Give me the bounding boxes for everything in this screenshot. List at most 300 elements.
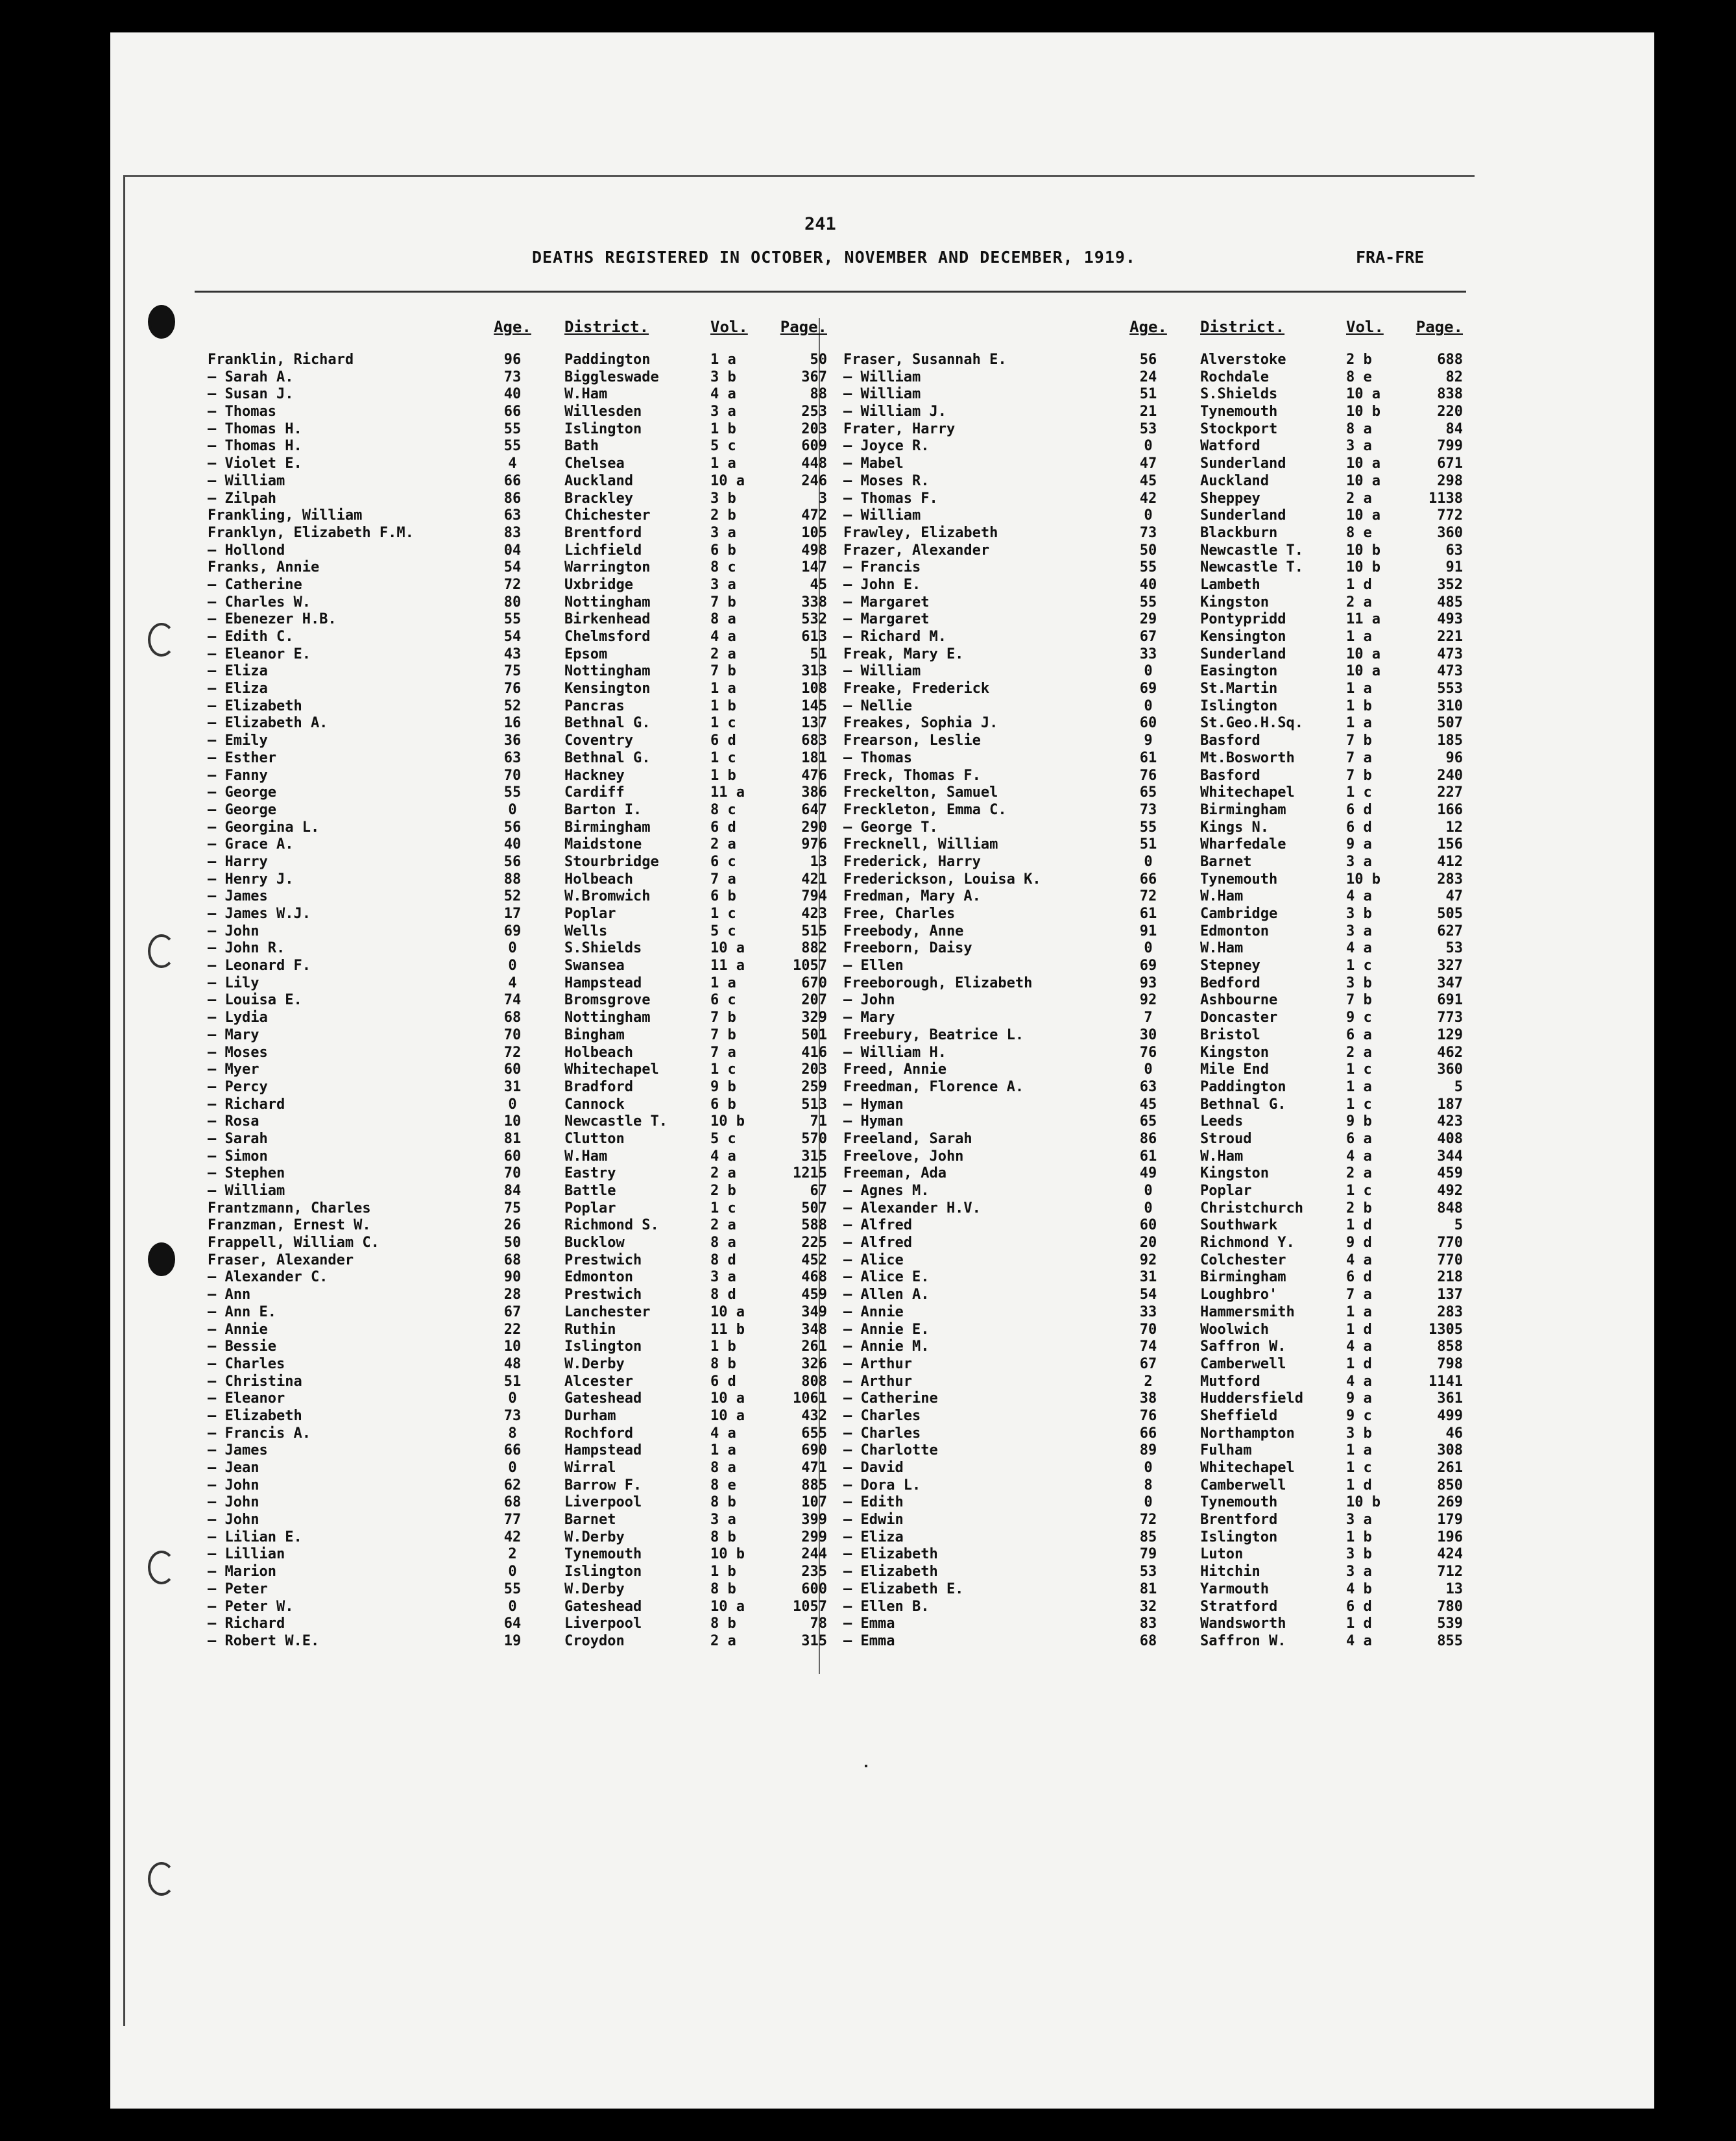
entry-district: Chelmsford — [564, 629, 651, 645]
entry-name: — Stephen — [208, 1165, 285, 1182]
entry-district: Islington — [1200, 697, 1278, 714]
entry-page: 613 — [801, 629, 827, 645]
heading-rule — [195, 291, 1466, 293]
table-row — [208, 1061, 827, 1079]
entry-district: Brackley — [564, 490, 633, 507]
entry-volume: 1 b — [1346, 697, 1372, 714]
entry-volume: 9 d — [1346, 1235, 1372, 1252]
entry-volume: 6 d — [710, 1373, 736, 1390]
entry-volume: 1 a — [1346, 715, 1372, 732]
entry-volume: 1 b — [1346, 1529, 1372, 1545]
entry-district: Battle — [564, 1183, 616, 1199]
entry-volume: 8 e — [1346, 524, 1372, 541]
entry-page: 108 — [801, 681, 827, 697]
entry-name: — Agnes M. — [843, 1183, 930, 1199]
entry-page: 12 — [1445, 819, 1463, 836]
entry-district: Mile End — [1200, 1061, 1269, 1078]
table-row — [843, 1408, 1463, 1425]
entry-page: 349 — [801, 1303, 827, 1320]
table-row — [208, 698, 827, 716]
entry-volume: 2 b — [710, 1183, 736, 1199]
entry-age: 43 — [503, 646, 522, 662]
entry-page: 50 — [810, 352, 827, 368]
entry-age: 70 — [503, 767, 522, 784]
entry-name: — Elizabeth — [843, 1564, 938, 1580]
entry-name: — John — [208, 1477, 259, 1494]
left-column — [208, 318, 827, 1651]
table-row — [208, 473, 827, 490]
entry-volume: 7 a — [1346, 1287, 1372, 1303]
entry-page: 187 — [1437, 1096, 1463, 1113]
entry-district: Prestwich — [564, 1252, 642, 1268]
table-row — [843, 784, 1463, 802]
entry-name: Fraser, Alexander — [208, 1252, 354, 1268]
entry-name: — Lilian E. — [208, 1529, 302, 1545]
column-headers — [843, 318, 1463, 352]
vol-header: Vol. — [1346, 318, 1384, 336]
entry-district: Bristol — [1200, 1026, 1260, 1043]
table-row — [208, 888, 827, 906]
entry-page: 348 — [801, 1321, 827, 1338]
entry-district: Barton I. — [564, 801, 642, 818]
entry-volume: 4 a — [710, 629, 736, 645]
entry-district: Paddington — [564, 352, 651, 368]
table-row — [843, 1113, 1463, 1131]
entry-district: Bedford — [1200, 974, 1260, 991]
table-row — [843, 473, 1463, 490]
table-row — [843, 1027, 1463, 1045]
entry-volume: 1 a — [1346, 629, 1372, 645]
entry-name: — Georgina L. — [208, 819, 320, 836]
entry-page: 647 — [801, 801, 827, 818]
entry-age: 0 — [1144, 1460, 1153, 1476]
entry-name: — Charlotte — [843, 1442, 938, 1459]
table-row — [843, 750, 1463, 768]
table-row — [843, 1096, 1463, 1114]
entry-district: Wells — [564, 923, 608, 939]
entry-name: — Alice E. — [843, 1269, 930, 1286]
entry-district: Tynemouth — [1200, 404, 1278, 420]
entry-page: 609 — [801, 438, 827, 455]
entry-name: — Richard — [208, 1096, 285, 1113]
entry-name: Freeborough, Elizabeth — [843, 974, 1033, 991]
table-row — [208, 836, 827, 854]
entry-page: 770 — [1437, 1252, 1463, 1268]
entry-district: Whitechapel — [564, 1061, 659, 1078]
entry-district: Hampstead — [564, 1442, 642, 1459]
entry-name: Franks, Annie — [208, 559, 320, 576]
entry-volume: 3 b — [710, 490, 736, 507]
entry-age: 40 — [503, 386, 522, 403]
entry-age: 61 — [1139, 906, 1157, 922]
entry-volume: 1 c — [1346, 784, 1372, 801]
entry-age: 73 — [1139, 801, 1157, 818]
entry-age: 33 — [1139, 646, 1157, 662]
entry-name: — Alice — [843, 1252, 904, 1268]
entry-district: Bucklow — [564, 1235, 625, 1252]
table-row — [843, 1633, 1463, 1651]
entry-age: 38 — [1139, 1390, 1157, 1407]
entry-age: 7 — [1144, 1010, 1153, 1026]
entry-volume: 3 b — [1346, 1546, 1372, 1563]
table-row — [208, 940, 827, 958]
entry-district: Leeds — [1200, 1113, 1244, 1130]
entry-volume: 5 c — [710, 438, 736, 455]
entry-name: — John E. — [843, 576, 921, 593]
entry-age: 33 — [1139, 1303, 1157, 1320]
entry-name: Freeborn, Daisy — [843, 940, 972, 957]
entry-district: Rochford — [564, 1425, 633, 1442]
index-range: FRA-FRE — [1356, 248, 1425, 267]
entry-page: 850 — [1437, 1477, 1463, 1494]
entry-page: 225 — [801, 1235, 827, 1252]
entry-page: 798 — [1437, 1355, 1463, 1372]
entry-district: Mt.Bosworth — [1200, 749, 1295, 766]
entry-page: 246 — [801, 472, 827, 489]
entry-volume: 2 b — [1346, 1200, 1372, 1216]
entry-volume: 10 b — [1346, 871, 1380, 888]
entry-district: Cambridge — [1200, 906, 1278, 922]
entry-age: 54 — [503, 559, 522, 576]
entry-district: Islington — [564, 1338, 642, 1355]
entry-name: Freck, Thomas F. — [843, 767, 981, 784]
entry-page: 313 — [801, 663, 827, 680]
entry-age: 47 — [1139, 455, 1157, 472]
entry-page: 1057 — [793, 958, 827, 974]
entry-volume: 7 b — [1346, 992, 1372, 1009]
table-row — [843, 490, 1463, 508]
entry-name: — Thomas — [208, 404, 276, 420]
entry-volume: 10 b — [710, 1113, 745, 1130]
table-row — [843, 404, 1463, 421]
entry-age: 83 — [1139, 1615, 1157, 1632]
entry-volume: 1 a — [710, 1442, 736, 1459]
table-row — [843, 836, 1463, 854]
entry-page: 780 — [1437, 1598, 1463, 1615]
entry-name: — David — [843, 1460, 904, 1476]
entry-page: 468 — [801, 1269, 827, 1286]
entry-district: Auckland — [1200, 472, 1269, 489]
table-row — [843, 1148, 1463, 1166]
entry-volume: 9 a — [1346, 1390, 1372, 1407]
table-row — [208, 1425, 827, 1443]
entry-volume: 3 a — [710, 524, 736, 541]
entry-page: 882 — [801, 940, 827, 957]
entry-district: Brentford — [564, 524, 642, 541]
entry-page: 207 — [801, 992, 827, 1009]
entry-name: — Myer — [208, 1061, 259, 1078]
entry-age: 45 — [1139, 1096, 1157, 1113]
entry-volume: 10 b — [1346, 404, 1380, 420]
punch-hole — [148, 1242, 175, 1276]
entry-page: 773 — [1437, 1010, 1463, 1026]
table-row — [208, 559, 827, 577]
entry-age: 73 — [1139, 524, 1157, 541]
entry-volume: 10 b — [1346, 542, 1380, 559]
column-headers — [208, 318, 827, 352]
table-row — [843, 819, 1463, 837]
table-row — [843, 1356, 1463, 1373]
entry-age: 0 — [1144, 1200, 1153, 1216]
entry-page: 253 — [801, 404, 827, 420]
entry-district: Bradford — [564, 1078, 633, 1095]
entry-name: — Elizabeth — [208, 697, 302, 714]
entry-name: — William — [843, 386, 921, 403]
entry-volume: 1 c — [1346, 958, 1372, 974]
entry-page: 283 — [1437, 871, 1463, 888]
entry-name: — Charles — [208, 1355, 285, 1372]
entry-volume: 10 b — [710, 1546, 745, 1563]
entry-volume: 4 a — [1346, 1252, 1372, 1268]
entry-name: — Eliza — [208, 663, 268, 680]
table-row — [843, 1131, 1463, 1148]
entry-page: 459 — [801, 1287, 827, 1303]
entry-district: Poplar — [564, 906, 616, 922]
entry-age: 54 — [1139, 1287, 1157, 1303]
entry-volume: 10 a — [1346, 663, 1380, 680]
entry-volume: 9 b — [1346, 1113, 1372, 1130]
entry-age: 60 — [1139, 1217, 1157, 1234]
table-row — [208, 1322, 827, 1339]
entry-name: — Violet E. — [208, 455, 302, 472]
entry-page: 838 — [1437, 386, 1463, 403]
entry-district: Bethnal G. — [564, 749, 651, 766]
entry-volume: 1 c — [710, 749, 736, 766]
table-row — [843, 1599, 1463, 1616]
entry-district: Pontypridd — [1200, 611, 1286, 628]
entry-page: 976 — [801, 836, 827, 853]
entry-name: — Dora L. — [843, 1477, 921, 1494]
entry-age: 52 — [503, 888, 522, 905]
entry-volume: 1 c — [1346, 1183, 1372, 1199]
table-row — [843, 1477, 1463, 1495]
entry-district: Birmingham — [564, 819, 651, 836]
entry-age: 48 — [503, 1355, 522, 1372]
entry-district: Coventry — [564, 732, 633, 749]
entry-volume: 3 a — [710, 404, 736, 420]
entry-district: Sunderland — [1200, 507, 1286, 524]
entry-volume: 3 b — [1346, 1425, 1372, 1442]
table-row — [843, 698, 1463, 716]
table-row — [843, 681, 1463, 698]
entry-age: 70 — [503, 1165, 522, 1182]
table-row — [208, 1217, 827, 1235]
entry-age: 60 — [503, 1061, 522, 1078]
table-row — [208, 1512, 827, 1529]
entry-district: Wandsworth — [1200, 1615, 1286, 1632]
entry-name: — Lillian — [208, 1546, 285, 1563]
table-row — [843, 386, 1463, 404]
entry-name: — Susan J. — [208, 386, 294, 403]
entry-age: 81 — [1139, 1580, 1157, 1597]
entry-page: 690 — [801, 1442, 827, 1459]
entry-district: S.Shields — [1200, 386, 1278, 403]
entry-volume: 11 b — [710, 1321, 745, 1338]
table-row — [208, 1010, 827, 1027]
entry-district: Alverstoke — [1200, 352, 1286, 368]
table-row — [843, 1425, 1463, 1443]
entry-name: — John — [208, 1494, 259, 1511]
entry-volume: 1 b — [710, 697, 736, 714]
entry-district: Chelsea — [564, 455, 625, 472]
entry-page: 338 — [801, 594, 827, 611]
entry-district: W.Ham — [1200, 1148, 1244, 1165]
entry-volume: 10 b — [1346, 559, 1380, 576]
entry-age: 54 — [503, 629, 522, 645]
entry-age: 42 — [1139, 490, 1157, 507]
entry-volume: 7 b — [710, 1010, 736, 1026]
entry-volume: 8 b — [710, 1580, 736, 1597]
entry-district: Newcastle T. — [1200, 542, 1303, 559]
table-row — [208, 1442, 827, 1460]
entry-page: 88 — [810, 386, 827, 403]
entry-age: 66 — [1139, 1425, 1157, 1442]
entry-volume: 10 a — [1346, 386, 1380, 403]
table-row — [843, 1304, 1463, 1322]
entry-district: Watford — [1200, 438, 1260, 455]
entry-volume: 1 a — [1346, 1303, 1372, 1320]
entry-name: — Eliza — [843, 1529, 904, 1545]
entry-name: — Annie — [843, 1303, 904, 1320]
entry-volume: 7 b — [1346, 767, 1372, 784]
table-row — [208, 871, 827, 889]
entry-age: 31 — [1139, 1269, 1157, 1286]
entry-name: — Charles — [843, 1407, 921, 1424]
entry-age: 77 — [503, 1512, 522, 1529]
entry-page: 47 — [1445, 888, 1463, 905]
entry-volume: 1 b — [710, 767, 736, 784]
entry-name: Frazer, Alexander — [843, 542, 990, 559]
entry-name: — Ann — [208, 1287, 251, 1303]
entry-page: 501 — [801, 1026, 827, 1043]
entry-volume: 8 a — [1346, 420, 1372, 437]
entry-volume: 6 d — [1346, 819, 1372, 836]
entry-age: 56 — [503, 853, 522, 870]
entry-age: 80 — [503, 594, 522, 611]
entry-age: 19 — [503, 1632, 522, 1649]
entry-district: Sheppey — [1200, 490, 1260, 507]
table-row — [843, 1235, 1463, 1252]
entry-volume: 6 d — [1346, 801, 1372, 818]
entry-page: 259 — [801, 1078, 827, 1095]
entry-district: Richmond Y. — [1200, 1235, 1295, 1252]
entry-district: Hackney — [564, 767, 625, 784]
entry-age: 16 — [503, 715, 522, 732]
entry-page: 858 — [1437, 1338, 1463, 1355]
entry-age: 55 — [503, 784, 522, 801]
entry-district: Blackburn — [1200, 524, 1278, 541]
entry-age: 40 — [1139, 576, 1157, 593]
entry-district: Lanchester — [564, 1303, 651, 1320]
entry-name: — Charles — [843, 1425, 921, 1442]
entry-district: Stourbridge — [564, 853, 659, 870]
entry-name: — Annie M. — [843, 1338, 930, 1355]
entry-age: 62 — [503, 1477, 522, 1494]
entry-volume: 8 c — [710, 801, 736, 818]
page-heading: DEATHS REGISTERED IN OCTOBER, NOVEMBER AND DECEMBER, 1919. — [532, 248, 1136, 267]
entry-page: 244 — [801, 1546, 827, 1563]
entry-name: — John — [208, 1512, 259, 1529]
entry-page: 5 — [1454, 1078, 1463, 1095]
entry-page: 181 — [801, 749, 827, 766]
entry-name: — Emily — [208, 732, 268, 749]
table-row — [843, 663, 1463, 681]
table-row — [208, 1235, 827, 1252]
entry-age: 26 — [503, 1217, 522, 1234]
entry-name: — Catherine — [843, 1390, 938, 1407]
entry-name: Frankling, William — [208, 507, 363, 524]
table-row — [208, 352, 827, 369]
entry-volume: 2 a — [1346, 1044, 1372, 1061]
entry-age: 68 — [503, 1252, 522, 1268]
entry-name: — Lily — [208, 974, 259, 991]
entry-name: Freebury, Beatrice L. — [843, 1026, 1024, 1043]
table-row — [843, 1529, 1463, 1547]
entry-page: 261 — [801, 1338, 827, 1355]
table-row — [208, 577, 827, 594]
entry-name: — Sarah — [208, 1130, 268, 1147]
entry-age: 55 — [1139, 559, 1157, 576]
table-row — [208, 715, 827, 732]
table-row — [843, 559, 1463, 577]
entry-page: 423 — [1437, 1113, 1463, 1130]
entry-volume: 3 a — [1346, 853, 1372, 870]
right-entries — [843, 352, 1463, 1651]
entry-district: Doncaster — [1200, 1010, 1278, 1026]
entry-page: 329 — [801, 1010, 827, 1026]
table-row — [208, 1304, 827, 1322]
table-row — [843, 854, 1463, 871]
entry-page: 67 — [810, 1183, 827, 1199]
table-row — [843, 1581, 1463, 1599]
entry-volume: 8 e — [710, 1477, 736, 1494]
entry-district: Swansea — [564, 958, 625, 974]
entry-name: — Hollond — [208, 542, 285, 559]
entry-name: — Moses — [208, 1044, 268, 1061]
entry-name: Frederickson, Louisa K. — [843, 871, 1041, 888]
table-row — [208, 629, 827, 646]
table-row — [208, 1148, 827, 1166]
entry-age: 75 — [503, 1200, 522, 1216]
table-row — [208, 404, 827, 421]
table-row — [208, 1027, 827, 1045]
entry-name: — Robert W.E. — [208, 1632, 320, 1649]
table-row — [208, 1113, 827, 1131]
entry-page: 63 — [1445, 542, 1463, 559]
entry-age: 51 — [503, 1373, 522, 1390]
entry-name: — Henry J. — [208, 871, 294, 888]
entry-volume: 10 a — [710, 1407, 745, 1424]
entry-age: 10 — [503, 1338, 522, 1355]
entry-name: — William — [208, 472, 285, 489]
entry-page: 423 — [801, 906, 827, 922]
entry-name: — Christina — [208, 1373, 302, 1390]
entry-name: Fredman, Mary A. — [843, 888, 981, 905]
entry-district: Holbeach — [564, 871, 633, 888]
entry-age: 55 — [503, 420, 522, 437]
entry-page: 360 — [1437, 524, 1463, 541]
table-row — [843, 542, 1463, 560]
entry-page: 1215 — [793, 1165, 827, 1182]
entry-age: 76 — [503, 681, 522, 697]
entry-volume: 1 a — [1346, 1078, 1372, 1095]
entry-age: 0 — [508, 801, 517, 818]
entry-page: 386 — [801, 784, 827, 801]
entry-district: Birmingham — [1200, 801, 1286, 818]
table-row — [208, 1546, 827, 1564]
entry-name: — William — [843, 663, 921, 680]
entry-volume: 6 d — [1346, 1598, 1372, 1615]
